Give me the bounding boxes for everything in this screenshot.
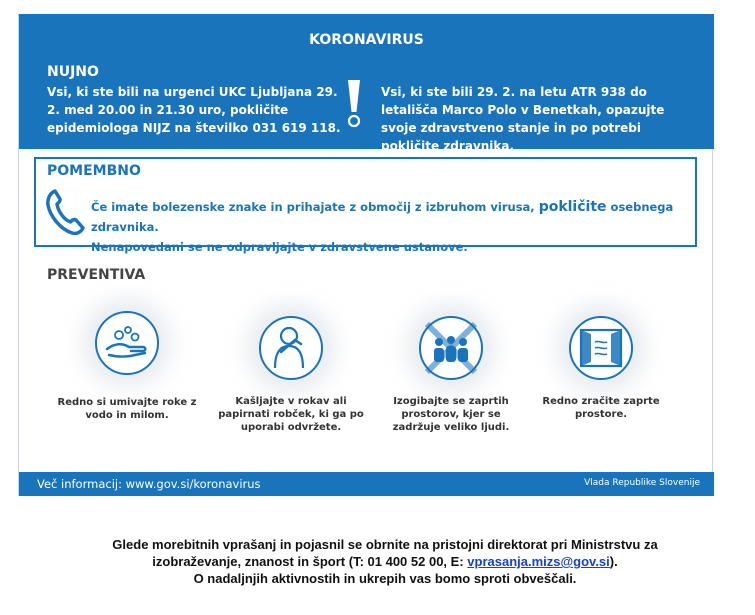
- urgent-notice-left: Vsi, ki ste bili na urgenci UKC Ljubljana 29. 2. med 20.00 in 21.30 uro, pokličite epidemiologa NIJZ na številko 031 619 118.: [47, 85, 341, 135]
- hand-washing-icon: [95, 311, 159, 375]
- urgent-banner: [19, 14, 714, 153]
- important-title: POMEMBNO: [47, 163, 141, 179]
- footer-line-1: Glede morebitnih vprašanj in pojasnil se obrnite na pristojni direktorat pri Ministrstvu za: [112, 537, 658, 552]
- exclamation-icon: [343, 78, 365, 128]
- contact-email-link[interactable]: vprasanja.mizs@gov.si: [467, 554, 610, 569]
- footer-line-2: [40, 553, 730, 570]
- avoid-crowds-icon: [419, 316, 483, 380]
- info-bar: [19, 472, 714, 496]
- government-label: Vlada Republike Slovenije: [584, 478, 700, 488]
- important-notice-box: [34, 157, 697, 254]
- poster-title: KORONAVIRUS: [309, 32, 424, 48]
- footer-line-2-text: izobraževanje, znanost in šport (T: 01 400 52 00, E:: [152, 554, 464, 569]
- important-text: [91, 197, 696, 257]
- ventilate-room-icon: [569, 316, 633, 380]
- prevention-caption-3: Izogibajte se zaprtih prostorov, kjer se zadržuje veliko ljudi.: [392, 396, 510, 433]
- coronavirus-poster: [18, 14, 713, 496]
- prevention-caption-4: Redno zračite zaprte prostore.: [542, 396, 660, 420]
- footer-line-2-end: ).: [609, 554, 618, 569]
- important-line1-end: osebnega zdravnika.: [91, 200, 674, 234]
- prevention-caption-2: Kašljajte v rokav ali papirnati robček, ki ga po uporabi odvržete.: [218, 396, 364, 433]
- contact-footer: [40, 536, 730, 587]
- important-call-emphasis: pokličite: [538, 199, 607, 215]
- prevention-caption-1: Redno si umivajte roke z vodo in milom.: [57, 397, 197, 421]
- important-line1-start: Če imate bolezenske znake in prihajate z območij z izbruhom virusa,: [91, 200, 535, 214]
- urgent-notice-right: Vsi, ki ste bili 29. 2. na letu ATR 938 do letališča Marco Polo v Benetkah, opazujte svoje zdravstveno stanje in po potrebi pokličite zdravnika.: [381, 85, 665, 153]
- important-line2: Nenapovedani se ne odpravljajte v zdravstvene ustanove.: [91, 240, 468, 254]
- prevention-title: PREVENTIVA: [47, 267, 146, 283]
- cough-into-sleeve-icon: [259, 316, 323, 380]
- urgent-label: NUJNO: [47, 64, 99, 80]
- more-info-link[interactable]: Več informacij: www.gov.si/koronavirus: [37, 477, 261, 491]
- footer-line-3: O nadaljnjih aktivnostih in ukrepih vas bomo sproti obveščali.: [193, 571, 577, 586]
- phone-icon: [46, 189, 86, 235]
